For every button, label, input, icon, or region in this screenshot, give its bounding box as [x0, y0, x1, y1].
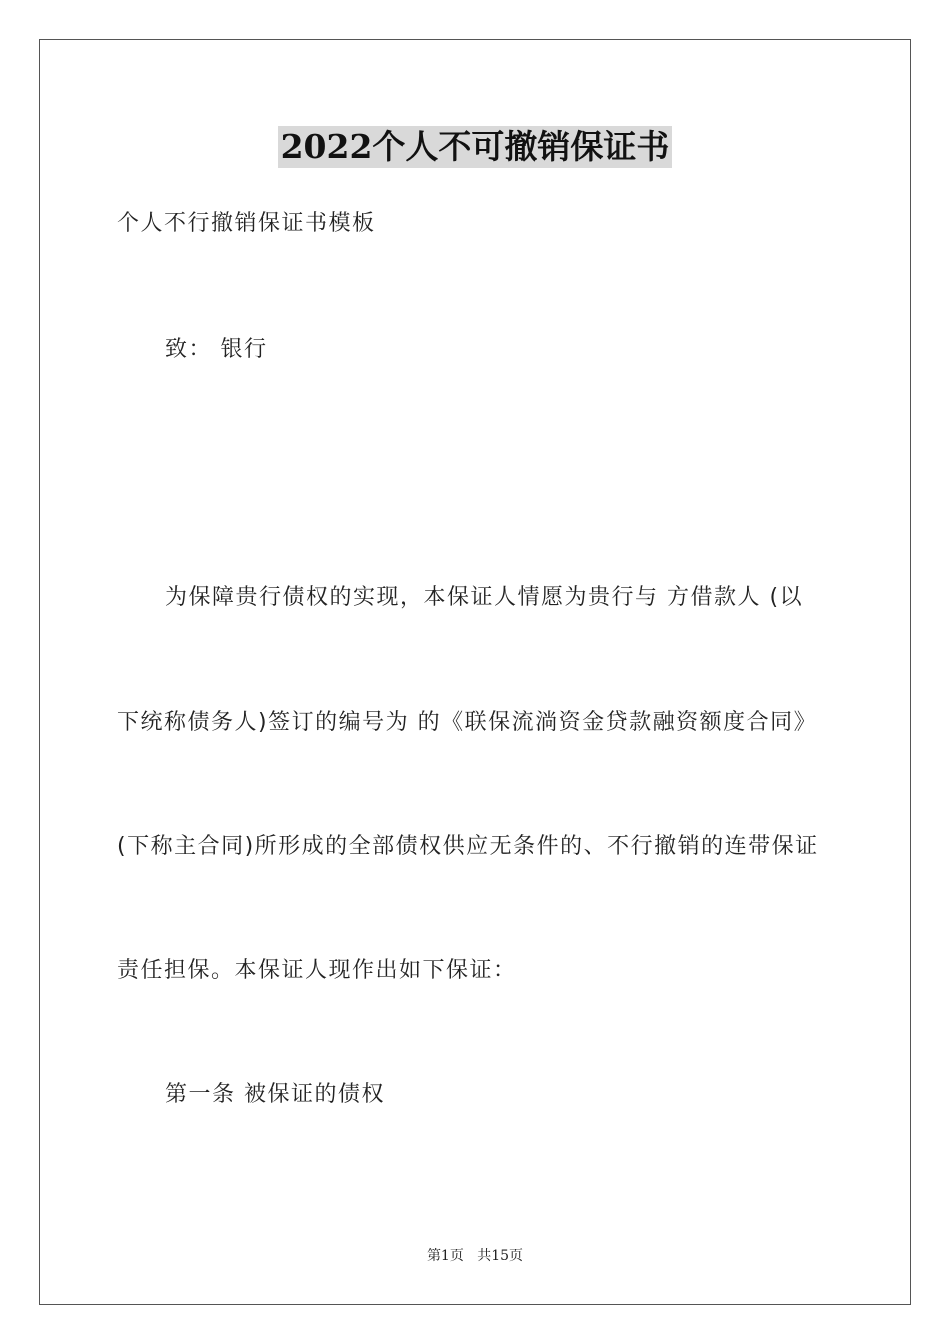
- paragraph-line: 为保障贵行债权的实现，本保证人情愿为贵行与 方借款人 (以: [165, 585, 804, 610]
- article-heading: 第一条 被保证的债权: [165, 1082, 385, 1107]
- page-footer: [0, 1247, 950, 1265]
- document-subtitle: 个人不行撤销保证书模板: [117, 211, 376, 236]
- paragraph-line: (下称主合同)所形成的全部债权供应无条件的、不行撤销的连带保证: [117, 834, 819, 859]
- paragraph-line: 责任担保。本保证人现作出如下保证：: [117, 958, 517, 983]
- addressee-line: 致： 银行: [165, 337, 268, 362]
- title-container: [0, 126, 950, 168]
- page-number: 第1页: [426, 1248, 464, 1264]
- paragraph-line: 下统称债务人)签订的编号为 的《联保流淌资金贷款融资额度合同》: [117, 710, 818, 735]
- page-total: 共15页: [477, 1248, 524, 1264]
- document-title: 2022个人不可撤销保证书: [278, 126, 673, 168]
